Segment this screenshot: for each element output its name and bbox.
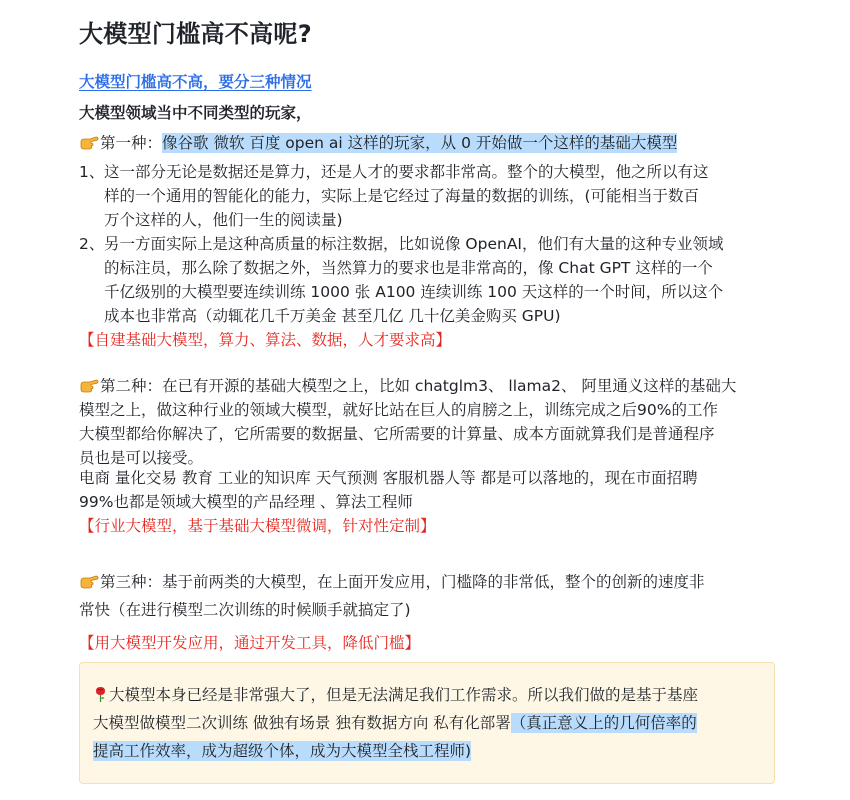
pointing-hand-icon: [79, 133, 99, 151]
section1-label: 第一种：: [100, 134, 163, 152]
section1-item2-line3: 千亿级别的大模型要连续训练 1000 张 A100 连续训练 100 天这样的一个时间，所以这个: [104, 283, 724, 301]
list-text: 另一方面实际上是这种高质量的标注数据，比如说像 OpenAI，他们有大量的这种专业领域: [104, 235, 724, 253]
page-title: 大模型门槛高不高呢?: [79, 20, 312, 48]
callout-text: 大模型本身已经是非常强大了，但是无法满足我们工作需求。所以我们做的是基于基座: [109, 686, 699, 704]
section1-item2-line4: 成本也非常高（动辄花几千万美金 甚至几亿 几十亿美金购买 GPU): [104, 307, 561, 325]
section2-line2: 模型之上，做这种行业的领域大模型，就好比站在巨人的肩膀之上，训练完成之后90%的工作: [79, 401, 718, 419]
section2-line4: 员也是可以接受。: [79, 449, 204, 467]
list-text: 这一部分无论是数据还是算力，还是人才的要求都非常高。整个的大模型，他之所以有这: [104, 163, 709, 181]
callout-box: [79, 662, 775, 784]
list-number: 2、: [79, 235, 105, 253]
section2-summary: 【行业大模型，基于基础大模型微调，针对性定制】: [79, 517, 436, 535]
section1-item1-line2: 样的一个通用的智能化的能力，实际上是它经过了海量的数据的训练，(可能相当于数百: [104, 187, 700, 205]
section1-item2-line1: [79, 232, 724, 256]
section1-item1-line1: [79, 160, 709, 184]
callout-line2: [93, 711, 697, 735]
section1-highlight: 像谷歌 微软 百度 open ai 这样的玩家，从 0 开始做一个这样的基础大模型: [162, 134, 678, 152]
section1-item1-line3: 万个这样的人，他们一生的阅读量): [104, 211, 343, 229]
callout-text: 大模型做模型二次训练 做独有场景 独有数据方向 私有化部署: [93, 714, 511, 732]
section3-text: 第三种：基于前两类的大模型，在上面开发应用，门槛降的非常低，整个的创新的速度非: [100, 573, 705, 591]
callout-line3: [93, 739, 471, 763]
pointing-hand-icon: [79, 572, 99, 590]
callout-highlight: 提高工作效率，成为超级个体，成为大模型全栈工程师): [93, 742, 472, 760]
list-number: 1、: [79, 163, 105, 181]
section1-item2-line2: 的标注员，那么除了数据之外，当然算力的要求也是非常高的，像 Chat GPT 这样的一个: [104, 259, 713, 277]
section3-line2: 常快（在进行模型二次训练的时候顺手就搞定了): [79, 601, 411, 619]
section3-line1: [79, 570, 705, 594]
section2-text: 第二种：在已有开源的基础大模型之上，比如 chatglm3、 llama2、 阿里通义这样的基础大: [100, 377, 737, 395]
subtitle-link[interactable]: 大模型门槛高不高，要分三种情况: [79, 73, 312, 91]
section2-extra-line2: 99%也都是领域大模型的产品经理 、算法工程师: [79, 493, 413, 511]
section2-extra-line1: 电商 量化交易 教育 工业的知识库 天气预测 客服机器人等 都是可以落地的，现在市面招聘: [79, 469, 698, 487]
section1-summary: 【自建基础大模型，算力、算法、数据，人才要求高】: [79, 331, 452, 349]
pointing-hand-icon: [79, 376, 99, 394]
intro-text: 大模型领域当中不同类型的玩家，: [79, 104, 312, 122]
callout-highlight: （真正意义上的几何倍率的: [510, 714, 697, 732]
section1-heading: [79, 131, 677, 155]
callout-line1: [93, 683, 698, 707]
rose-icon: [93, 685, 108, 703]
section3-summary: 【用大模型开发应用，通过开发工具，降低门槛】: [79, 634, 421, 652]
section2-line1: [79, 374, 736, 398]
section2-line3: 大模型都给你解决了，它所需要的数据量、它所需要的计算量、成本方面就算我们是普通程序: [79, 425, 715, 443]
